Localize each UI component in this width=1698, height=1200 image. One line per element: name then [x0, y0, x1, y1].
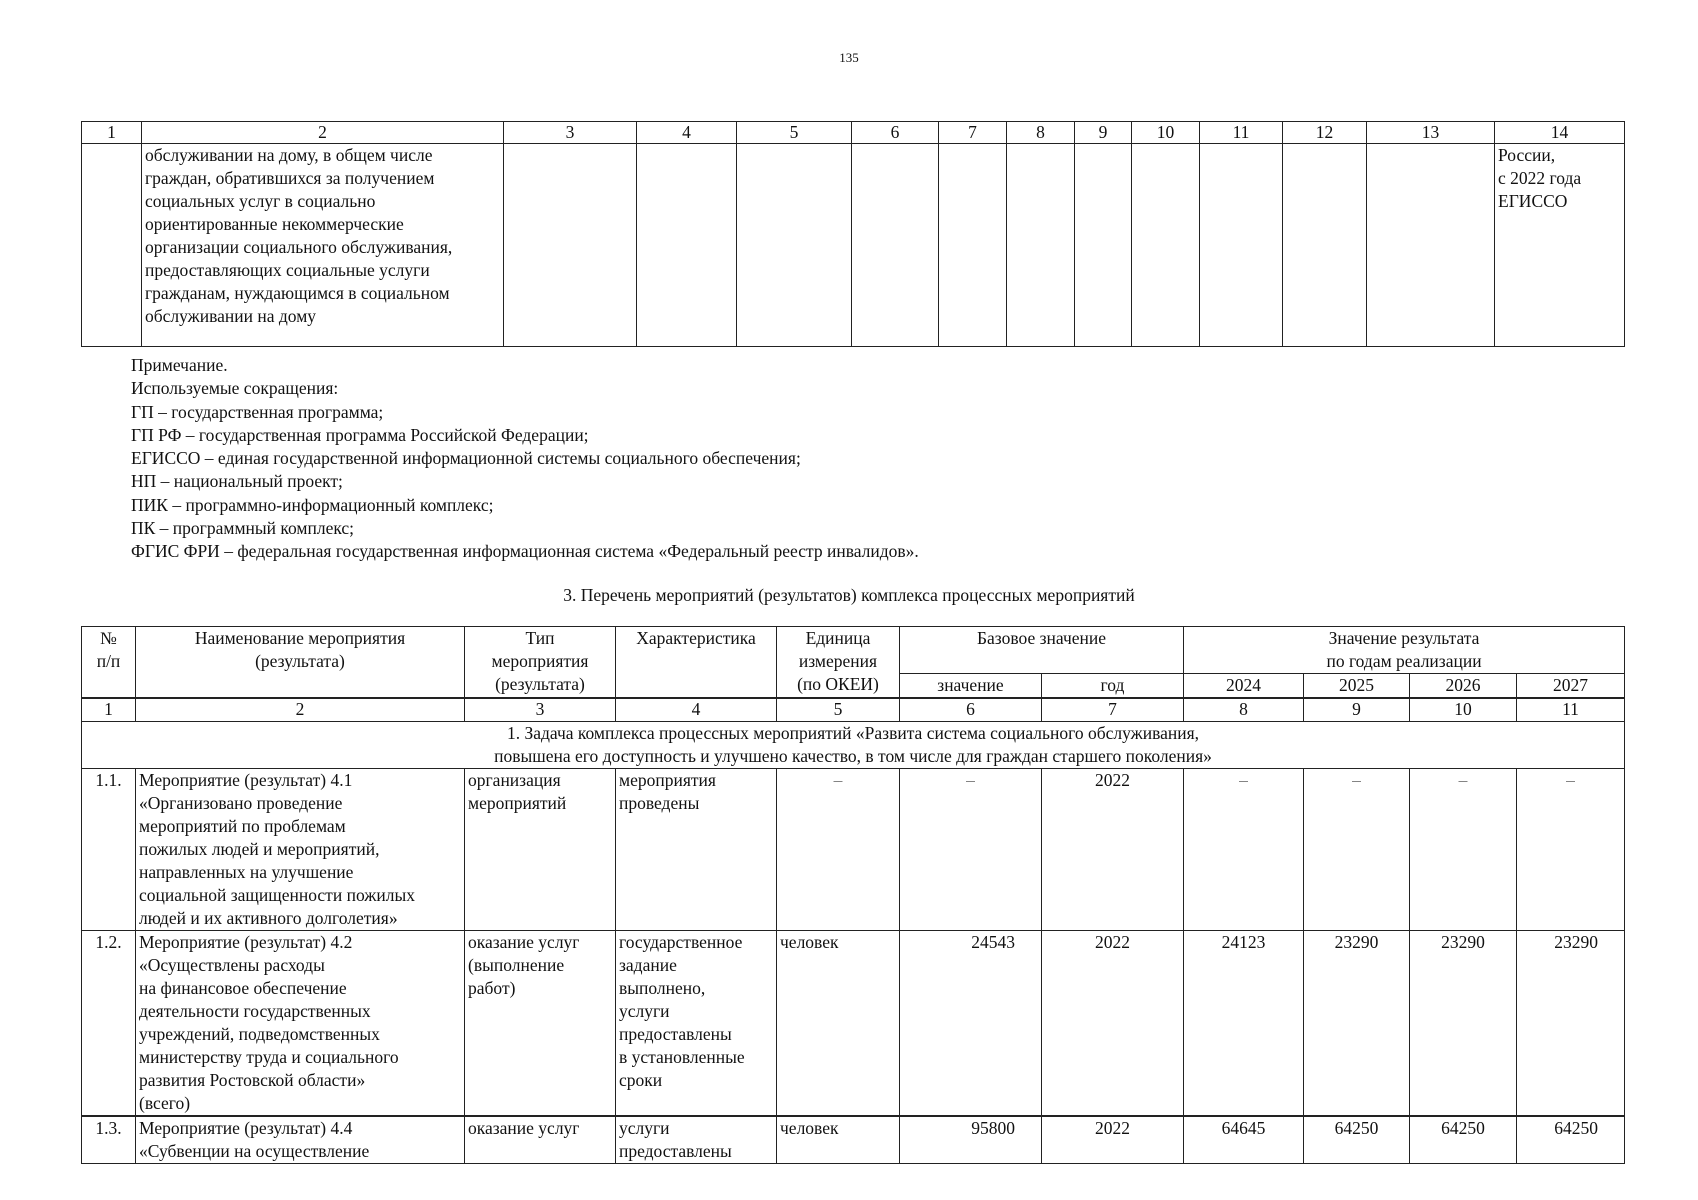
column-number: 4 [637, 122, 737, 144]
activity-characteristic [616, 931, 777, 1117]
header-year-2027: 2027 [1517, 674, 1625, 699]
continuation-table [81, 121, 1625, 347]
text-line: организация [468, 770, 561, 790]
header-year-2026: 2026 [1410, 674, 1517, 699]
table-cell [737, 144, 852, 347]
column-number: 1 [82, 122, 142, 144]
text-line: социальных услуг в социально [145, 191, 376, 211]
value-2026-cell: 64250 [1410, 1116, 1517, 1164]
table-row [82, 931, 1625, 1117]
text-line: России, [1498, 145, 1556, 165]
column-number: 2 [142, 122, 504, 144]
header-year-2024: 2024 [1184, 674, 1304, 699]
note-item: ПИК – программно-информационный комплекс; [131, 494, 494, 515]
text-line: «Организовано проведение [139, 793, 343, 813]
task-line: 1. Задача комплекса процессных мероприятий «Развита система социального обслуживания, [506, 723, 1200, 743]
column-number: 9 [1075, 122, 1132, 144]
table-cell [1007, 144, 1075, 347]
column-number: 1 [82, 698, 136, 722]
activity-name [136, 769, 465, 931]
text-line: работ) [468, 978, 516, 998]
section-title: 3. Перечень мероприятий (результатов) комплекса процессных мероприятий [563, 585, 1135, 605]
column-number-row [82, 122, 1625, 144]
text-line: мероприятий [468, 793, 567, 813]
text-line: предоставлены [619, 1024, 732, 1044]
column-number: 5 [737, 122, 852, 144]
activity-characteristic [616, 1116, 777, 1164]
unit-cell: человек [777, 931, 900, 1117]
header-line: (результата) [495, 674, 585, 694]
table-cell [1283, 144, 1367, 347]
activity-name [136, 931, 465, 1117]
activity-characteristic [616, 769, 777, 931]
table-cell [1200, 144, 1283, 347]
activity-type [465, 931, 616, 1117]
text-line: услуги [619, 1118, 670, 1138]
column-number: 6 [900, 698, 1042, 722]
text-line: людей и их активного долголетия» [139, 908, 398, 928]
unit-cell: человек [777, 1116, 900, 1164]
note-item: ЕГИССО – единая государственной информационной системы социального обеспечения; [131, 448, 801, 469]
column-number: 8 [1007, 122, 1075, 144]
table-cell [504, 144, 637, 347]
text-line: мероприятия [619, 770, 716, 790]
page-number: 135 [839, 50, 859, 65]
header-line: измерения [798, 651, 878, 671]
text-line: организации социального обслуживания, [145, 237, 453, 257]
column-number: 10 [1132, 122, 1200, 144]
column-number: 5 [777, 698, 900, 722]
text-line: мероприятий по проблемам [139, 816, 346, 836]
text-line: предоставлены [619, 1141, 732, 1161]
header-result-value [1184, 627, 1625, 674]
text-line: выполнено, [619, 978, 706, 998]
column-number: 9 [1304, 698, 1410, 722]
header-line: мероприятия [491, 651, 589, 671]
column-number: 8 [1184, 698, 1304, 722]
note-item: ГП РФ – государственная программа Российской Федерации; [131, 424, 589, 445]
note-item: ПК – программный комплекс; [131, 518, 355, 539]
header-line: Единица [805, 628, 871, 648]
value-2025-cell: 64250 [1304, 1116, 1410, 1164]
column-number: 12 [1283, 122, 1367, 144]
text-line: «Осуществлены расходы [139, 955, 325, 975]
table-cell [637, 144, 737, 347]
note-item: НП – национальный проект; [131, 471, 343, 492]
table-cell [1132, 144, 1200, 347]
note-item: ГП – государственная программа; [131, 401, 384, 422]
value-2026-cell: 23290 [1410, 931, 1517, 1117]
header-year-2025: 2025 [1304, 674, 1410, 699]
text-line: «Субвенции на осуществление [139, 1141, 370, 1161]
text-line: (всего) [139, 1093, 191, 1113]
row-number: 1.3. [82, 1116, 136, 1164]
column-number: 11 [1517, 698, 1625, 722]
header-base-value: Базовое значение [900, 627, 1184, 674]
column-number: 7 [1042, 698, 1184, 722]
value-2024-cell: 64645 [1184, 1116, 1304, 1164]
text-line: обслуживании на дому, в общем числе [145, 145, 433, 165]
table-row [82, 769, 1625, 931]
table-cell [939, 144, 1007, 347]
text-line: на финансовое обеспечение [139, 978, 347, 998]
header-type [465, 627, 616, 699]
header-line: Значение результата [1328, 628, 1480, 648]
column-number: 7 [939, 122, 1007, 144]
text-line: оказание услуг [468, 1118, 580, 1138]
note-title: Примечание. [131, 355, 228, 375]
value-2027-cell: – [1517, 769, 1625, 931]
table-cell [852, 144, 939, 347]
column-number: 13 [1367, 122, 1495, 144]
text-line: гражданам, нуждающимся в социальном [145, 283, 450, 303]
header-line: по годам реализации [1326, 651, 1482, 671]
header-line: (результата) [255, 651, 345, 671]
value-2027-cell: 64250 [1517, 1116, 1625, 1164]
text-line: ЕГИССО [1498, 191, 1568, 211]
source-cell [1495, 144, 1625, 347]
text-line: услуги [619, 1001, 670, 1021]
text-line: учреждений, подведомственных [139, 1024, 380, 1044]
base-value-cell: 24543 [900, 931, 1042, 1117]
unit-cell: – [777, 769, 900, 931]
header-row [82, 627, 1625, 674]
header-characteristic: Характеристика [616, 627, 777, 699]
text-line: пожилых людей и мероприятий, [139, 839, 380, 859]
activity-name [136, 1116, 465, 1164]
text-line: обслуживании на дому [145, 306, 317, 326]
value-2024-cell: – [1184, 769, 1304, 931]
task-heading [82, 722, 1625, 769]
base-value-cell: – [900, 769, 1042, 931]
header-base-value-value: значение [900, 674, 1042, 699]
table-cell [1367, 144, 1495, 347]
base-year-cell: 2022 [1042, 769, 1184, 931]
activities-table [81, 626, 1625, 1164]
base-year-cell: 2022 [1042, 931, 1184, 1117]
row-number: 1.1. [82, 769, 136, 931]
column-number: 6 [852, 122, 939, 144]
note-block [131, 354, 919, 564]
note-subtitle: Используемые сокращения: [131, 378, 339, 399]
table-row [82, 1116, 1625, 1164]
text-line: задание [619, 955, 677, 975]
header-line: (по ОКЕИ) [797, 674, 879, 694]
column-number-row [82, 698, 1625, 722]
header-base-value-year: год [1042, 674, 1184, 699]
text-line: (выполнение [468, 955, 565, 975]
text-line: проведены [619, 793, 700, 813]
column-number: 3 [465, 698, 616, 722]
text-line: Мероприятие (результат) 4.1 [139, 770, 353, 790]
column-number: 10 [1410, 698, 1517, 722]
header-name [136, 627, 465, 699]
base-value-cell: 95800 [900, 1116, 1042, 1164]
value-2025-cell: 23290 [1304, 931, 1410, 1117]
text-line: Мероприятие (результат) 4.2 [139, 932, 353, 952]
text-line: министерству труда и социального [139, 1047, 399, 1067]
value-2026-cell: – [1410, 769, 1517, 931]
text-line: ориентированные некоммерческие [145, 214, 404, 234]
header-unit [777, 627, 900, 699]
header-line: Наименование мероприятия [194, 628, 406, 648]
activity-type [465, 769, 616, 931]
column-number: 11 [1200, 122, 1283, 144]
description-cell [142, 144, 504, 347]
activity-type [465, 1116, 616, 1164]
task-line: повышена его доступность и улучшено качество, в том числе для граждан старшего поколения» [494, 746, 1212, 766]
table-cell [82, 144, 142, 347]
header-line: Тип [525, 628, 555, 648]
table-row [82, 144, 1625, 347]
text-line: сроки [619, 1070, 663, 1090]
header-num [82, 627, 136, 699]
value-2027-cell: 23290 [1517, 931, 1625, 1117]
header-line: № [100, 628, 117, 648]
row-number: 1.2. [82, 931, 136, 1117]
column-number: 2 [136, 698, 465, 722]
text-line: граждан, обратившихся за получением [145, 168, 435, 188]
text-line: государственное [619, 932, 743, 952]
text-line: оказание услуг [468, 932, 580, 952]
text-line: с 2022 года [1498, 168, 1582, 188]
column-number: 14 [1495, 122, 1625, 144]
text-line: предоставляющих социальные услуги [145, 260, 430, 280]
text-line: развития Ростовской области» [139, 1070, 366, 1090]
column-number: 3 [504, 122, 637, 144]
header-line: п/п [96, 651, 121, 671]
base-year-cell: 2022 [1042, 1116, 1184, 1164]
text-line: деятельности государственных [139, 1001, 371, 1021]
text-line: в установленные [619, 1047, 745, 1067]
value-2025-cell: – [1304, 769, 1410, 931]
value-2024-cell: 24123 [1184, 931, 1304, 1117]
task-row [82, 722, 1625, 769]
text-line: Мероприятие (результат) 4.4 [139, 1118, 353, 1138]
note-item: ФГИС ФРИ – федеральная государственная информационная система «Федеральный реестр инвалидов». [131, 541, 919, 562]
column-number: 4 [616, 698, 777, 722]
text-line: направленных на улучшение [139, 862, 354, 882]
text-line: социальной защищенности пожилых [139, 885, 415, 905]
table-cell [1075, 144, 1132, 347]
